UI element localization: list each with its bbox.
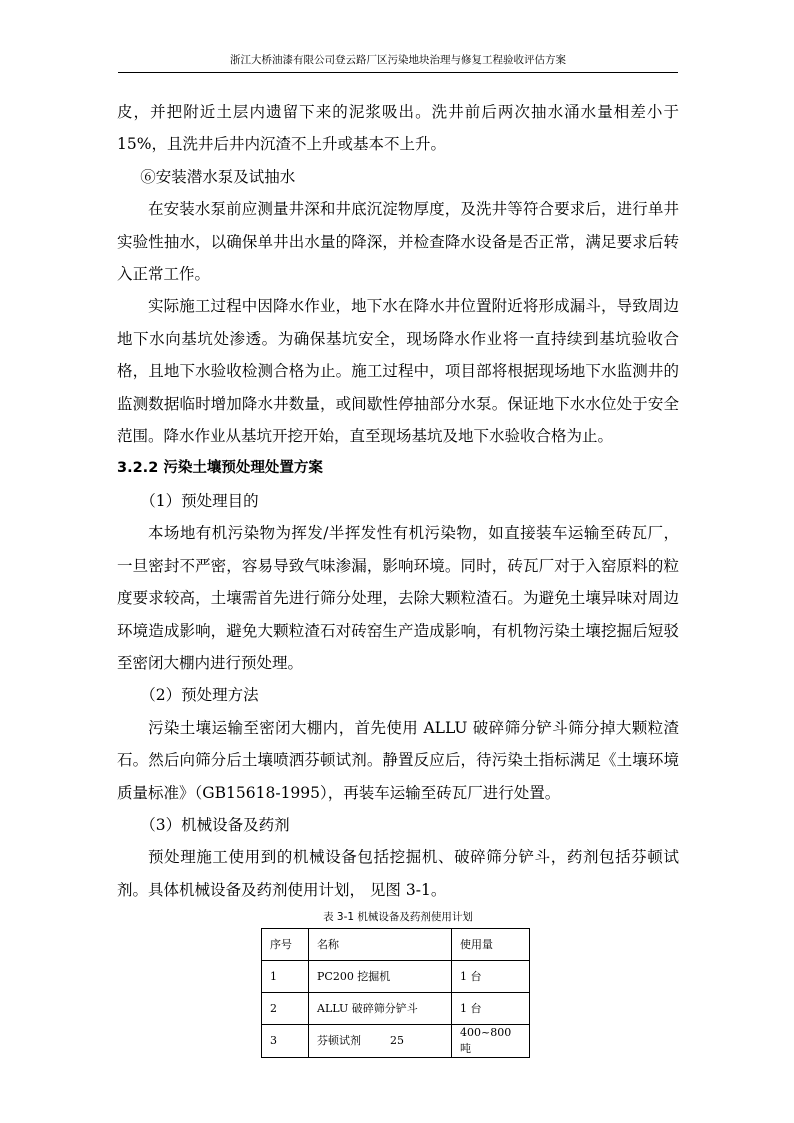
section-heading-3-2-2: 3.2.2 污染土壤预处理处置方案 (117, 460, 323, 477)
subheading-equipment: （3）机械设备及药剂 (140, 815, 290, 834)
running-header: 浙江大桥油漆有限公司登云路厂区污染地块治理与修复工程验收评估方案 (118, 52, 678, 73)
paragraph-pump-install: 在安装水泵前应测量井深和井底沉淀物厚度，及洗井等符合要求后，进行单井实验性抽水，以确保单井出水量的降深，并检查降水设备是否正常，满足要求后转入正常工作。 (117, 200, 679, 284)
header-cell-quantity: 使用量 (452, 929, 530, 961)
table-cell: 1 台 (452, 961, 530, 993)
table-cell: PC200 挖掘机 (309, 961, 452, 993)
table-cell: 400~800 吨 (452, 1025, 530, 1058)
table-cell: ALLU 破碎筛分铲斗 (309, 993, 452, 1025)
paragraph-well-washing: 皮，并把附近土层内遗留下来的泥浆吸出。洗井前后两次抽水涌水量相差小于15%，且洗井后井内沉渣不上升或基本不上升。 (117, 103, 679, 154)
header-cell-name: 名称 (309, 929, 452, 961)
table-row (262, 961, 530, 993)
paragraph-method: 污染土壤运输至密闭大棚内，首先使用 ALLU 破碎筛分铲斗筛分掉大颗粒渣石。然后向筛分后土壤喷洒芬顿试剂。静置反应后，待污染土指标满足《土壤环境质量标准》（GB15618-1995），再装车运输至砖瓦厂进行处置。 (117, 718, 679, 802)
subheading-purpose: （1）预处理目的 (140, 491, 259, 510)
table-caption: 表 3-1 机械设备及药剂使用计划 (323, 911, 473, 924)
table-cell: 2 (262, 993, 309, 1025)
table-cell: 芬顿试剂 (309, 1025, 452, 1058)
table-cell: 3 (262, 1025, 309, 1058)
table-cell: 1 (262, 961, 309, 993)
subheading-method: （2）预处理方法 (140, 686, 259, 705)
step-heading-pump-install: ⑥安装潜水泵及试抽水 (140, 167, 296, 186)
header-cell-index: 序号 (262, 929, 309, 961)
page-number: 25 (390, 1034, 404, 1047)
paragraph-dewatering: 实际施工过程中因降水作业，地下水在降水井位置附近将形成漏斗，导致周边地下水向基坑处渗透。为确保基坑安全，现场降水作业将一直持续到基坑验收合格，且地下水验收检测合格为止。施工过程中，项目部将根据现场地下水监测井的监测数据临时增加降水井数量，或间歇性停抽部分水泵。保证地下水水位处于安全范围。降水作业从基坑开挖开始，直至现场基坑及地下水验收合格为止。 (117, 297, 679, 446)
table-header-row (262, 929, 530, 961)
page-body (117, 96, 679, 1058)
paragraph-purpose: 本场地有机污染物为挥发/半挥发性有机污染物，如直接装车运输至砖瓦厂，一旦密封不严密，容易导致气味渗漏，影响环境。同时，砖瓦厂对于入窑原料的粒度要求较高，土壤需首先进行筛分处理，去除大颗粒渣石。为避免土壤异味对周边环境造成影响，避免大颗粒渣石对砖窑生产造成影响，有机物污染土壤挖掘后短驳至密闭大棚内进行预处理。 (117, 524, 679, 672)
table-row (262, 993, 530, 1025)
paragraph-equipment: 预处理施工使用到的机械设备包括挖掘机、破碎筛分铲斗，药剂包括芬顿试剂。具体机械设备及药剂使用计划， 见图 3-1。 (117, 848, 679, 899)
table-cell: 1 台 (452, 993, 530, 1025)
